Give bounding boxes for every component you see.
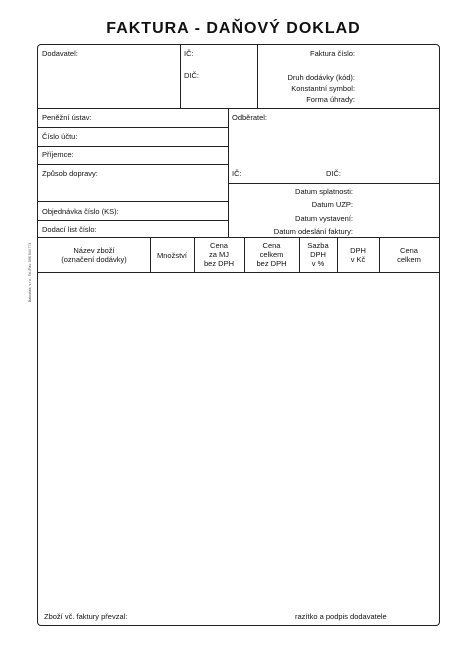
supplier-dic-label: DIČ: <box>184 71 199 80</box>
supplier-ic-label: IČ: <box>184 49 194 58</box>
divider <box>38 164 228 165</box>
invoice-number-label: Faktura číslo: <box>309 49 355 58</box>
delivery-note-label: Dodací list číslo: <box>42 225 97 234</box>
header-total: Cena celkem <box>397 246 421 264</box>
divider <box>38 127 228 128</box>
header-vat-amount: DPH v Kč <box>350 246 366 264</box>
uzp-date-label: Datum UZP: <box>311 200 353 209</box>
supplier-label: Dodavatel: <box>42 49 78 58</box>
header-total-without-vat: Cena celkem bez DPH <box>256 241 287 268</box>
bank-label: Peněžní ústav: <box>42 113 92 122</box>
printer-imprint: Baloušek, s.r.o., Tel./Fax: 596 544 774 <box>28 242 32 302</box>
payment-method-label: Forma úhrady: <box>306 95 355 104</box>
order-number-label: Objednávka číslo (KS): <box>42 207 119 216</box>
page-title: FAKTURA - DAŇOVÝ DOKLAD <box>106 20 361 37</box>
header-unit-price: Cena za MJ bez DPH <box>203 241 234 268</box>
issue-date-label: Datum vystavení: <box>295 214 353 223</box>
due-date-label: Datum splatnosti: <box>295 187 353 196</box>
divider <box>180 45 181 108</box>
divider <box>228 183 439 184</box>
divider <box>228 108 229 237</box>
header-item-name: Název zboží (označení dodávky) <box>61 246 127 264</box>
invoice-form <box>37 44 440 626</box>
header-vat-rate: Sazba DPH v % <box>307 241 329 268</box>
divider <box>38 201 228 202</box>
divider <box>257 45 258 108</box>
recipient-label: Příjemce: <box>42 150 74 159</box>
goods-received-label: Zboží vč. faktury převzal: <box>44 612 128 621</box>
header-quantity: Množství <box>156 251 187 260</box>
divider <box>38 108 439 109</box>
sent-date-label: Datum odeslání faktury: <box>273 227 353 236</box>
delivery-type-label: Druh dodávky (kód): <box>287 73 355 82</box>
transport-label: Způsob dopravy: <box>42 169 98 178</box>
divider <box>38 220 228 221</box>
account-label: Číslo účtu: <box>42 132 78 141</box>
customer-dic-label: DIČ: <box>326 169 341 178</box>
divider <box>38 272 439 273</box>
customer-ic-label: IČ: <box>232 169 242 178</box>
divider <box>38 146 228 147</box>
constant-symbol-label: Konstantní symbol: <box>291 84 355 93</box>
stamp-signature-label: razítko a podpis dodavatele <box>295 612 387 621</box>
customer-label: Odběratel: <box>232 113 268 122</box>
